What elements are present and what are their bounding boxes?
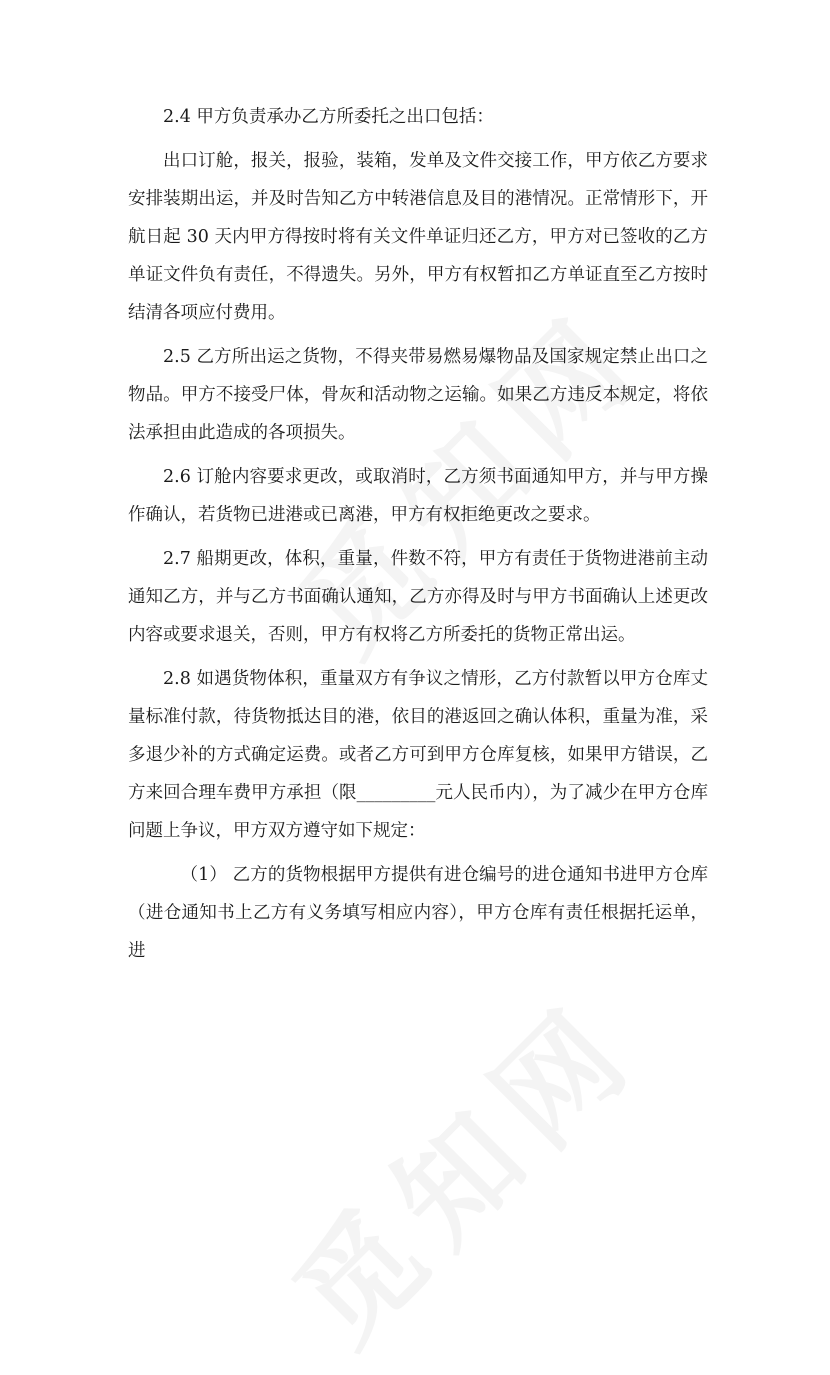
paragraph-2-4-body: 出口订舱，报关，报验，装箱，发单及文件交接工作，甲方依乙方要求安排装期出运，并及时告知乙方中转港信息及目的港情况。正常情形下，开航日起 30 天内甲方得按时将有关文件单证归还乙方，甲方对已签收的乙方单证文件负有责任，不得遗失。另外，甲方有权暂扣乙方单证直至乙方按时结清各项应付费用。 [128, 151, 708, 323]
paragraph-2-8: 2.8 如遇货物体积，重量双方有争议之情形，乙方付款暂以甲方仓库丈量标准付款，待货物抵达目的港，依目的港返回之确认体积，重量为准，采多退少补的方式确定运费。或者乙方可到甲方仓库复核，如果甲方错误，乙方来回合理车费甲方承担（限_________元人民币内），为了减少在甲方仓库问题上争议，甲方双方遵守如下规定： [128, 669, 708, 841]
paragraph-2-7: 2.7 船期更改，体积，重量，件数不符，甲方有责任于货物进港前主动通知乙方，并与乙方书面确认通知，乙方亦得及时与甲方书面确认上述更改内容或要求退关，否则，甲方有权将乙方所委托的货物正常出运。 [128, 549, 708, 645]
document-body [128, 98, 708, 970]
paragraph-2-6: 2.6 订舱内容要求更改，或取消时，乙方须书面通知甲方，并与甲方操作确认，若货物已进港或已离港，甲方有权拒绝更改之要求。 [128, 467, 708, 525]
watermark [251, 957, 670, 1375]
paragraph-item-1: （1） 乙方的货物根据甲方提供有进仓编号的进仓通知书进甲方仓库（进仓通知书上乙方有义务填写相应内容），甲方仓库有责任根据托运单，进 [128, 865, 708, 961]
paragraph-2-4-heading: 2.4 甲方负责承办乙方所委托之出口包括： [163, 107, 494, 127]
paragraph-2-5: 2.5 乙方所出运之货物，不得夹带易燃易爆物品及国家规定禁止出口之物品。甲方不接受尸体，骨灰和活动物之运输。如果乙方违反本规定，将依法承担由此造成的各项损失。 [128, 347, 708, 443]
